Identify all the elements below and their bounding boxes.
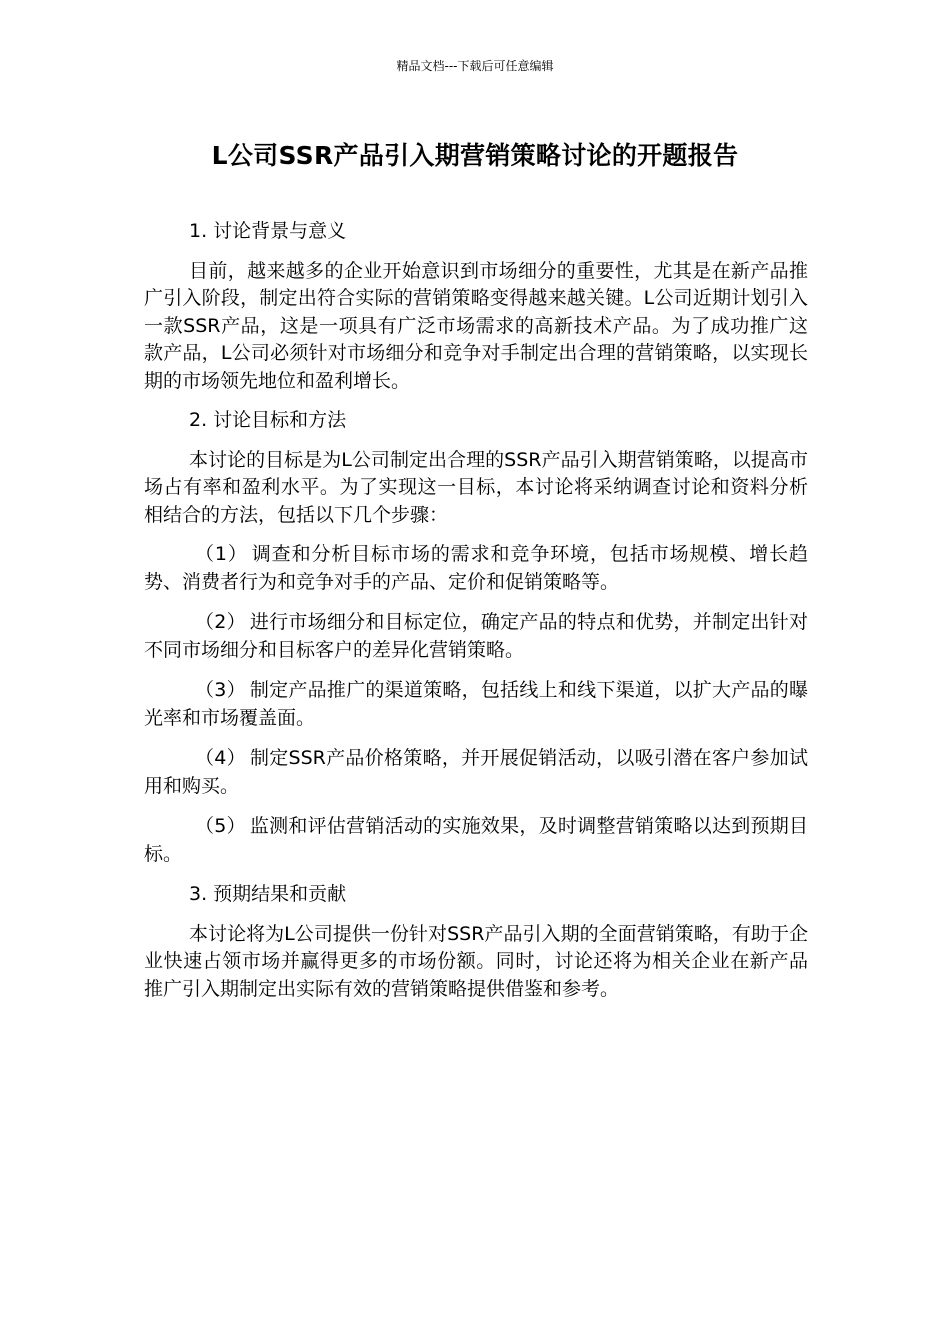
method-step-3 bbox=[144, 677, 808, 732]
step-number: （1） bbox=[195, 543, 248, 565]
method-step-5 bbox=[144, 813, 808, 868]
step-number: （5） bbox=[195, 815, 246, 837]
section-paragraph-background: 目前，越来越多的企业开始意识到市场细分的重要性，尤其是在新产品推广引入阶段，制定出符合实际的营销策略变得越来越关键。L公司近期计划引入一款SSR产品，这是一项具有广泛市场需求的高新技术产品。为了成功推广这款产品，L公司必须针对市场细分和竞争对手制定出合理的营销策略，以实现长期的市场领先地位和盈利增长。 bbox=[144, 259, 808, 392]
method-step-2 bbox=[144, 609, 808, 664]
method-step-4 bbox=[144, 745, 808, 800]
document-body bbox=[144, 218, 808, 1015]
section-heading-background: 1. 讨论背景与意义 bbox=[189, 220, 347, 242]
step-text: 调查和分析目标市场的需求和竞争环境，包括市场规模、增长趋势、消费者行为和竞争对手的产品、定价和促销策略等。 bbox=[144, 543, 808, 593]
method-step-1 bbox=[144, 541, 808, 596]
section-paragraph-expected-results: 本讨论将为L公司提供一份针对SSR产品引入期的全面营销策略，有助于企业快速占领市场并赢得更多的市场份额。同时，讨论还将为相关企业在新产品推广引入期制定出实际有效的营销策略提供借鉴和参考。 bbox=[144, 922, 808, 1000]
section-paragraph-goals-methods: 本讨论的目标是为L公司制定出合理的SSR产品引入期营销策略，以提高市场占有率和盈利水平。为了实现这一目标，本讨论将采纳调查讨论和资料分析相结合的方法，包括以下几个步骤： bbox=[144, 448, 808, 526]
step-number: （3） bbox=[195, 679, 246, 701]
step-text: 进行市场细分和目标定位，确定产品的特点和优势，并制定出针对不同市场细分和目标客户的差异化营销策略。 bbox=[144, 611, 808, 661]
step-text: 制定产品推广的渠道策略，包括线上和线下渠道，以扩大产品的曝光率和市场覆盖面。 bbox=[144, 679, 808, 729]
section-heading-expected-results: 3. 预期结果和贡献 bbox=[189, 883, 347, 905]
step-number: （4） bbox=[195, 747, 246, 769]
step-text: 监测和评估营销活动的实施效果，及时调整营销策略以达到预期目标。 bbox=[144, 815, 808, 865]
header-note: 精品文档---下载后可任意编辑 bbox=[396, 59, 554, 73]
step-text: 制定SSR产品价格策略，并开展促销活动，以吸引潜在客户参加试用和购买。 bbox=[144, 747, 808, 797]
section-heading-goals-methods: 2. 讨论目标和方法 bbox=[189, 409, 347, 431]
document-title: L公司SSR产品引入期营销策略讨论的开题报告 bbox=[211, 141, 739, 170]
step-number: （2） bbox=[195, 611, 246, 633]
